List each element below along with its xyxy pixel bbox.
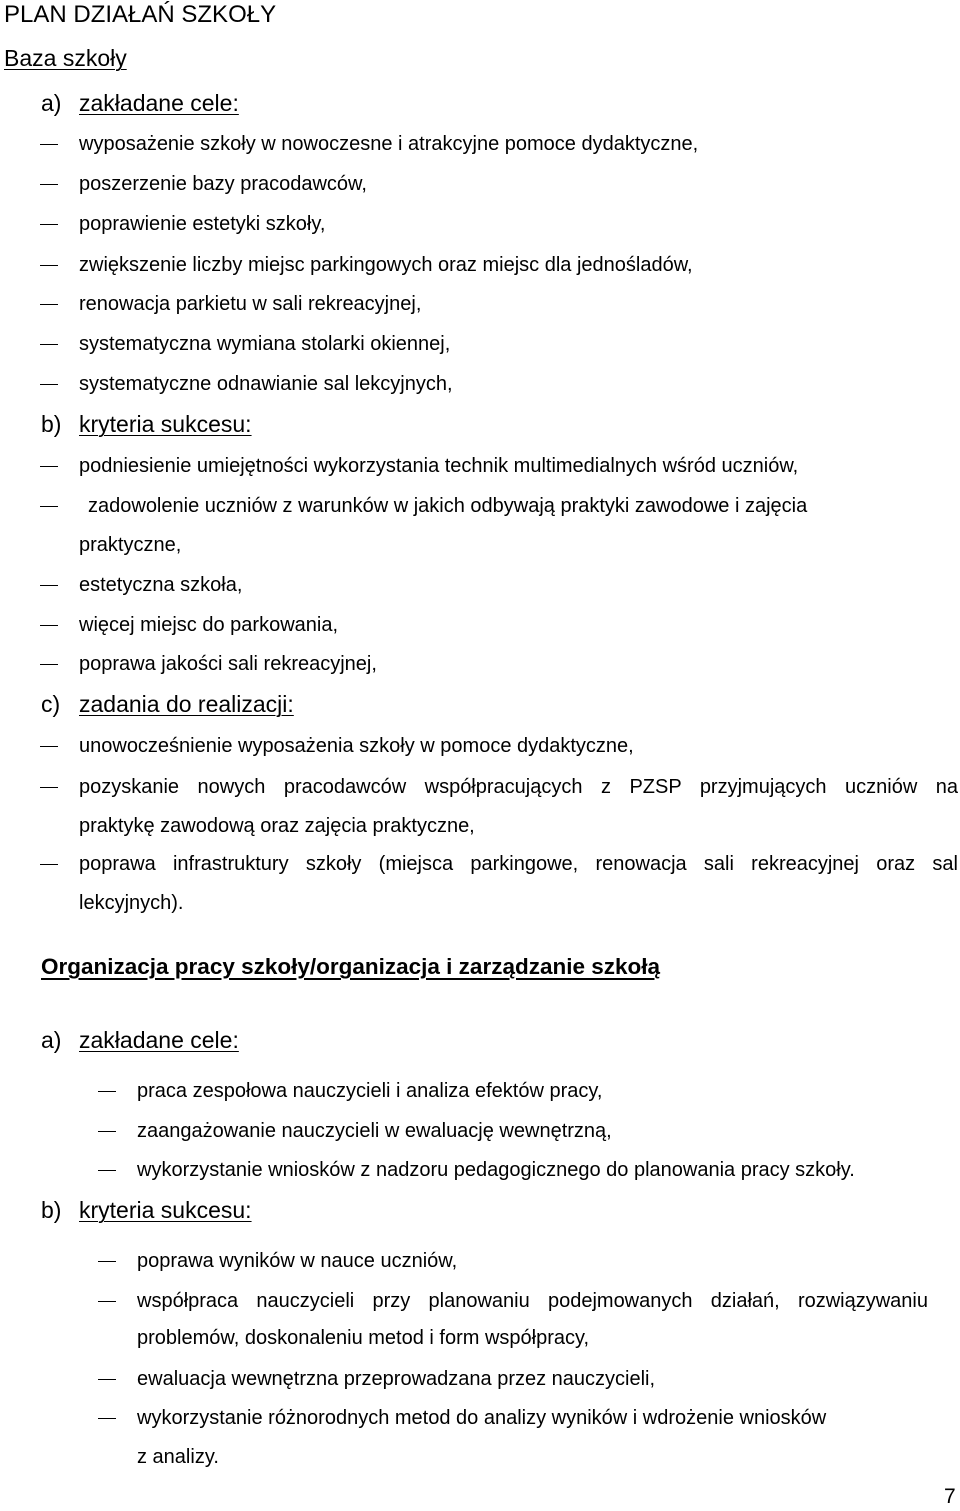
list-dash	[40, 506, 58, 507]
list-item: zaangażowanie nauczycieli w ewaluację wewnętrzną,	[137, 1120, 612, 1142]
list-dash	[40, 585, 58, 586]
list-item: systematyczne odnawianie sal lekcyjnych,	[79, 373, 453, 395]
list-dash	[98, 1170, 116, 1171]
list-dash	[40, 344, 58, 345]
list-dash	[98, 1261, 116, 1262]
list-item: więcej miejsc do parkowania,	[79, 614, 339, 636]
section-heading-baza: Baza szkoły	[4, 45, 127, 71]
list-item: poszerzenie bazy pracodawców,	[79, 173, 367, 195]
list-item: poprawa wyników w nauce uczniów,	[137, 1250, 458, 1272]
list-item-continuation: lekcyjnych).	[79, 892, 184, 914]
subsection-label-criteria: kryteria sukcesu:	[79, 1197, 252, 1223]
subsection-prefix-b: b)	[41, 1197, 62, 1223]
list-dash	[98, 1418, 116, 1419]
list-item-continuation: z analizy.	[137, 1446, 219, 1468]
list-item: ewaluacja wewnętrzna przeprowadzana przez nauczycieli,	[137, 1368, 656, 1390]
list-dash	[40, 664, 58, 665]
list-item: renowacja parkietu w sali rekreacyjnej,	[79, 293, 422, 315]
list-item: systematyczna wymiana stolarki okiennej,	[79, 333, 451, 355]
list-item: poprawa infrastruktury szkoły (miejsca parkingowe, renowacja sali rekreacyjnej oraz sal	[79, 853, 958, 875]
list-dash	[40, 864, 58, 865]
list-item: wyposażenie szkoły w nowoczesne i atrakcyjne pomoce dydaktyczne,	[79, 133, 699, 155]
list-item: pozyskanie nowych pracodawców współpracujących z PZSP przyjmujących uczniów na	[79, 776, 958, 798]
list-item-continuation: praktykę zawodową oraz zajęcia praktyczne,	[79, 815, 475, 837]
list-dash	[98, 1091, 116, 1092]
list-dash	[40, 384, 58, 385]
list-dash	[40, 746, 58, 747]
subsection-label-goals: zakładane cele:	[79, 1027, 239, 1053]
subsection-label-criteria: kryteria sukcesu:	[79, 411, 252, 437]
list-dash	[98, 1131, 116, 1132]
list-dash	[40, 466, 58, 467]
subsection-label-tasks: zadania do realizacji:	[79, 691, 294, 717]
list-item: zwiększenie liczby miejsc parkingowych oraz miejsc dla jednośladów,	[79, 254, 693, 276]
list-item: unowocześnienie wyposażenia szkoły w pomoce dydaktyczne,	[79, 735, 634, 757]
section-heading-organizacja: Organizacja pracy szkoły/organizacja i zarządzanie szkołą	[41, 954, 661, 979]
list-item: zadowolenie uczniów z warunków w jakich odbywają praktyki zawodowe i zajęcia	[88, 495, 808, 517]
list-dash	[40, 184, 58, 185]
list-dash	[40, 304, 58, 305]
subsection-prefix-a: a)	[41, 90, 62, 116]
subsection-prefix-c: c)	[41, 691, 61, 717]
document-title: PLAN DZIAŁAŃ SZKOŁY	[4, 1, 277, 28]
list-item: podniesienie umiejętności wykorzystania technik multimedialnych wśród uczniów,	[79, 455, 799, 477]
list-item: poprawienie estetyki szkoły,	[79, 213, 326, 235]
list-item-continuation: praktyczne,	[79, 534, 182, 556]
subsection-label-goals: zakładane cele:	[79, 90, 239, 116]
list-item: wykorzystanie wniosków z nadzoru pedagogicznego do planowania pracy szkoły.	[137, 1159, 855, 1181]
subsection-prefix-a: a)	[41, 1027, 62, 1053]
list-item: estetyczna szkoła,	[79, 574, 243, 596]
list-dash	[98, 1379, 116, 1380]
subsection-prefix-b: b)	[41, 411, 62, 437]
list-dash	[40, 265, 58, 266]
list-item-continuation: problemów, doskonaleniu metod i form współpracy,	[137, 1327, 590, 1349]
list-item: wykorzystanie różnorodnych metod do analizy wyników i wdrożenie wniosków	[137, 1407, 827, 1429]
list-dash	[98, 1301, 116, 1302]
list-item: współpraca nauczycieli przy planowaniu podejmowanych działań, rozwiązywaniu	[137, 1290, 928, 1312]
list-dash	[40, 625, 58, 626]
list-dash	[40, 144, 58, 145]
page-number: 7	[944, 1485, 956, 1508]
list-dash	[40, 787, 58, 788]
list-item: praca zespołowa nauczycieli i analiza efektów pracy,	[137, 1080, 603, 1102]
list-item: poprawa jakości sali rekreacyjnej,	[79, 653, 377, 675]
list-dash	[40, 224, 58, 225]
